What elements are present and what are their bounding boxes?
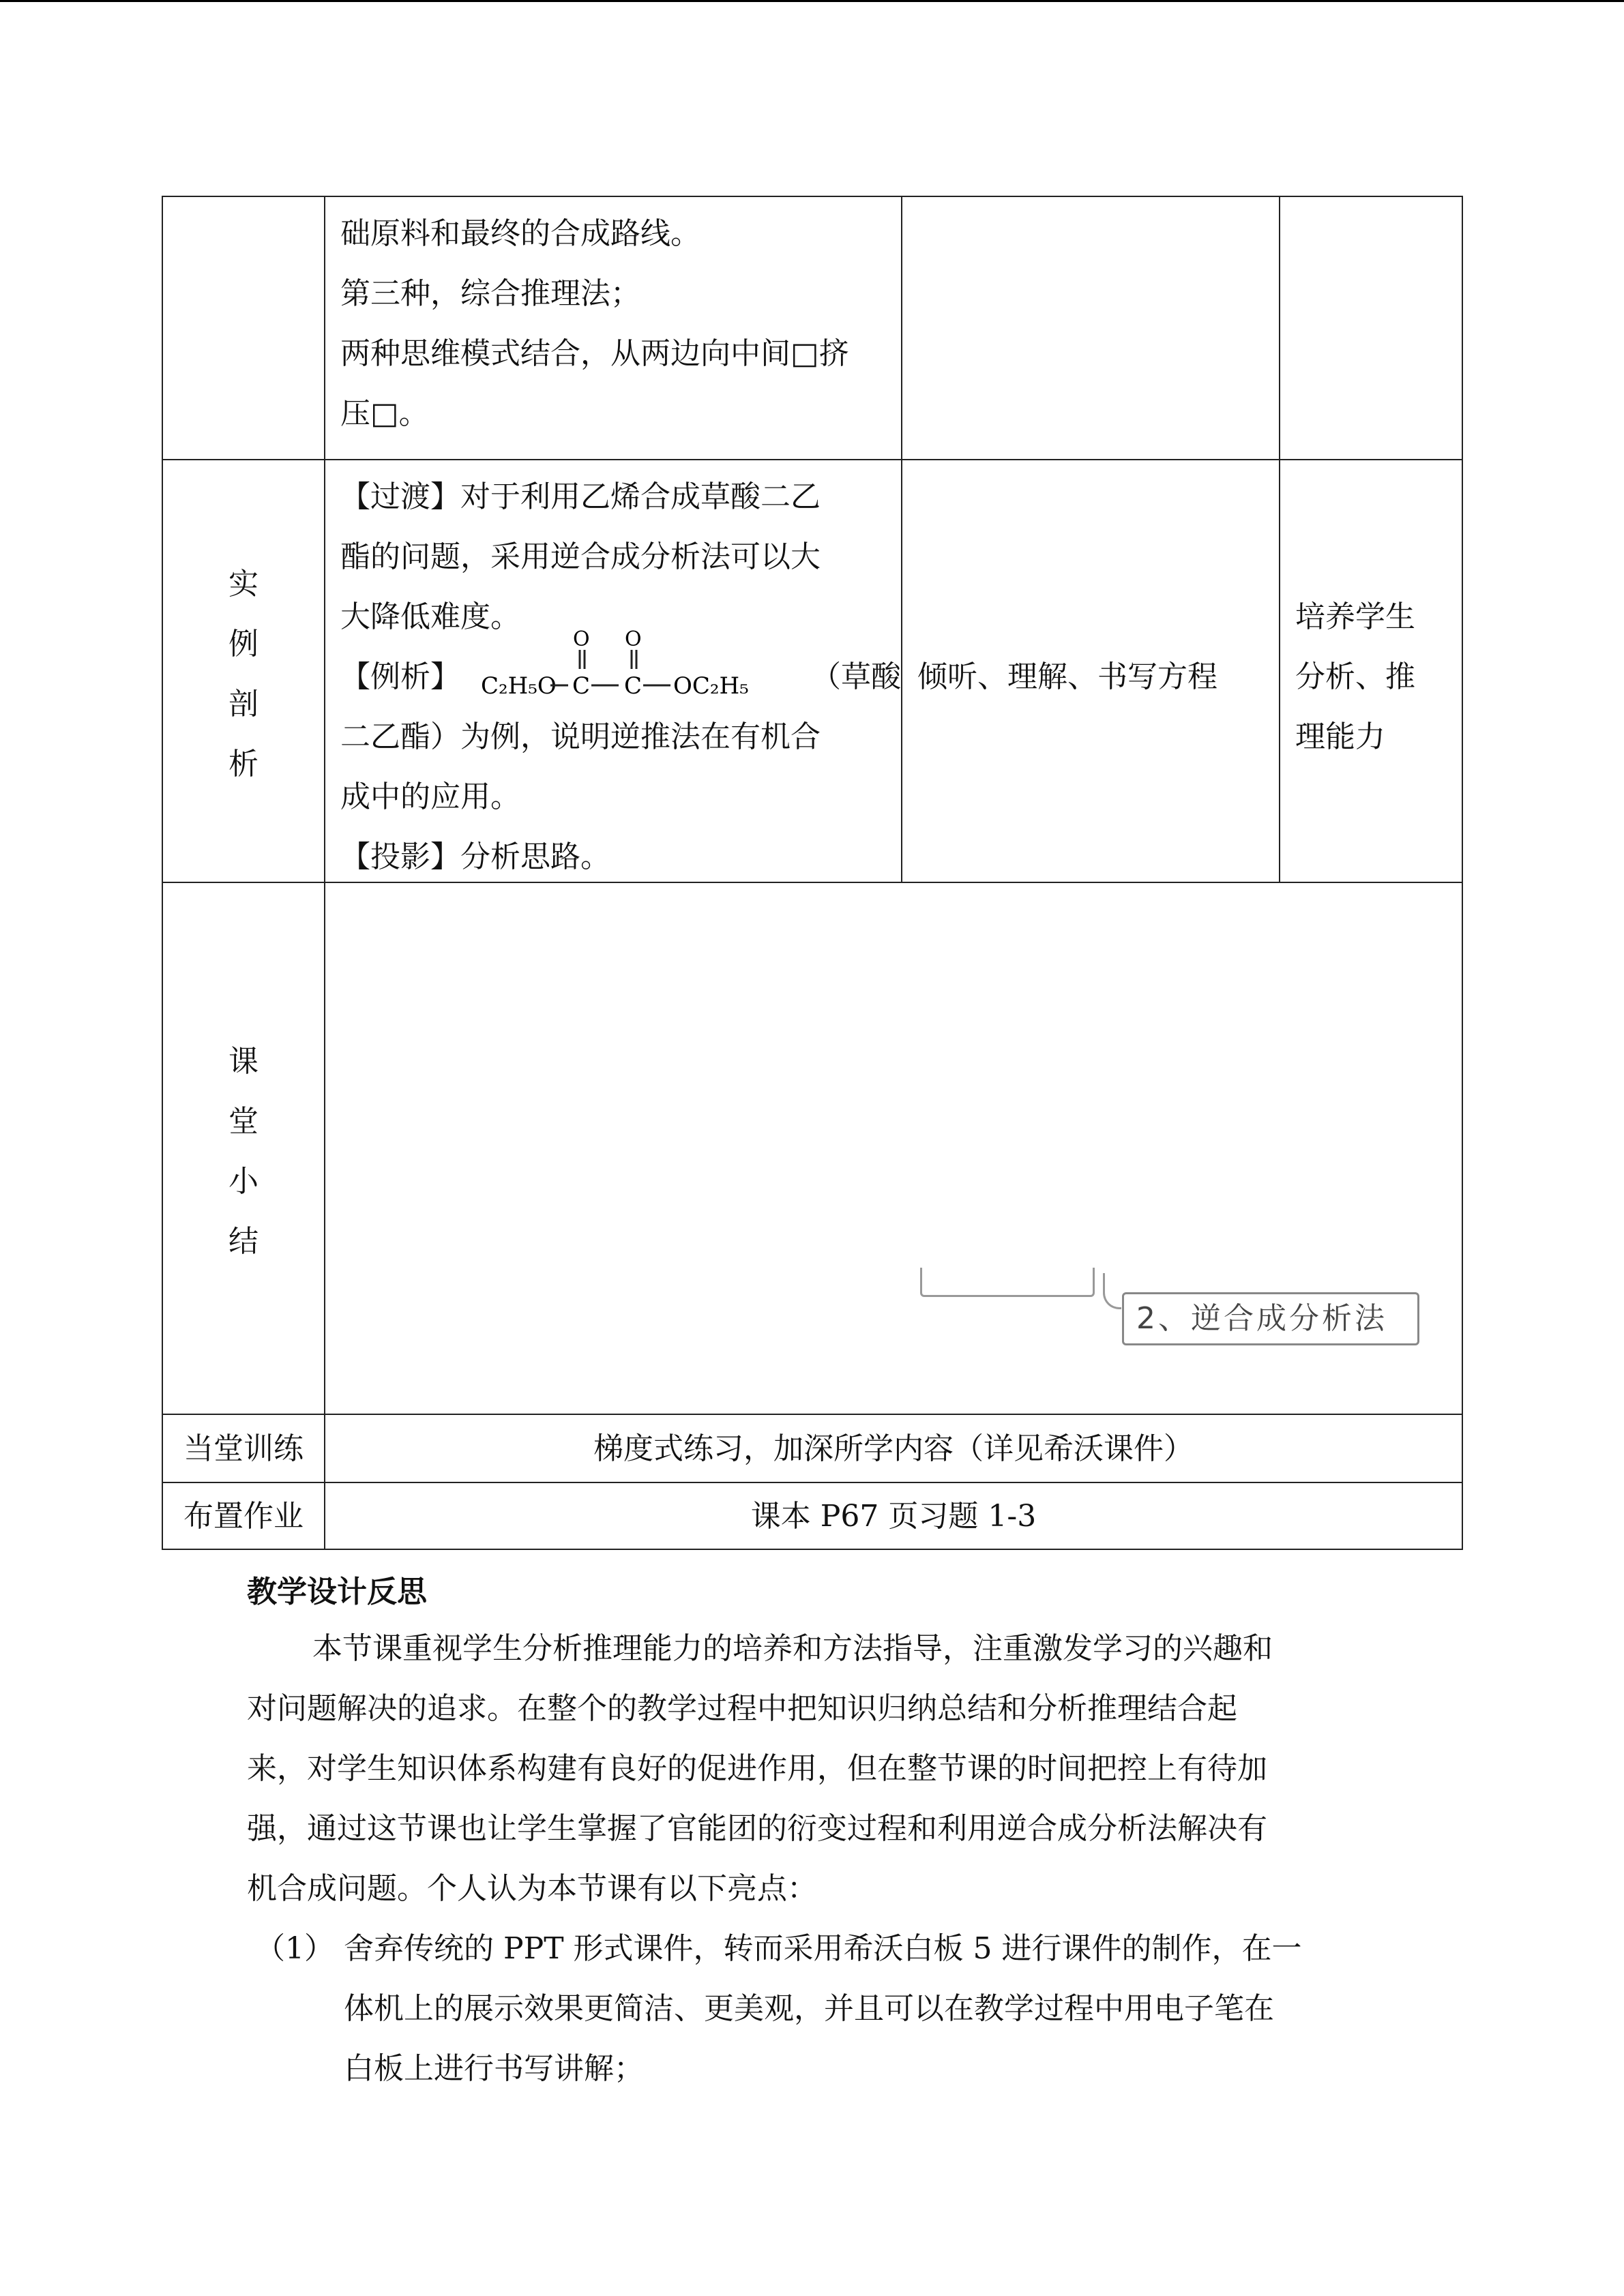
formula-carbon: C	[572, 672, 591, 700]
intent-line: 培养学生	[1295, 599, 1415, 634]
row1-line: 础原料和最终的合成路线。	[340, 216, 700, 251]
formula-left-group: C₂H₅O	[481, 672, 557, 700]
row2-activity-cell	[902, 460, 1280, 883]
row2-label-cell	[163, 460, 325, 883]
reflection-title: 教学设计反思	[247, 1575, 427, 1609]
row3-label-char: 结	[228, 1224, 259, 1259]
student-activity: 倾听、理解、书写方程	[917, 659, 1217, 694]
reflection-paragraph-line: 强，通过这节课也让学生掌握了官能团的衍变过程和利用逆合成分析法解决有	[247, 1811, 1267, 1846]
row1-activity-cell	[902, 197, 1280, 460]
reflection-paragraph-line: 机合成问题。个人认为本节课有以下亮点：	[247, 1871, 817, 1906]
row3-label-char: 小	[228, 1164, 259, 1199]
summary-flow-box	[1122, 1292, 1419, 1345]
row4-label: 当堂训练	[183, 1431, 304, 1466]
row3-label-cell	[163, 883, 325, 1415]
reflection-item-line: 体机上的展示效果更简洁、更美观，并且可以在教学过程中用电子笔在	[344, 1991, 1274, 2026]
reflection-paragraph-line: 本节课重视学生分析推理能力的培养和方法指导，注重激发学习的兴趣和	[312, 1631, 1273, 1666]
reflection-paragraph-line: 对问题解决的追求。在整个的教学过程中把知识归纳总结和分析推理结合起	[247, 1691, 1237, 1726]
reflection-item-line: 白板上进行书写讲解；	[344, 2051, 644, 2086]
row2-line: 大降低难度。	[340, 599, 520, 634]
row1-content-cell	[325, 197, 902, 460]
row4-content-cell	[325, 1415, 1463, 1483]
row2-label-char: 析	[228, 747, 259, 781]
example-suffix: （草酸	[811, 659, 901, 694]
row1-intent-cell	[1280, 197, 1463, 460]
row2-label-char: 剖	[228, 687, 259, 721]
row1-line: 第三种，综合推理法；	[340, 276, 640, 311]
summary-diagram-bracket	[1103, 1273, 1121, 1309]
row2-label-char: 例	[228, 627, 259, 661]
row1-line: 两种思维模式结合，从两边向中间□挤	[340, 336, 849, 371]
row2-line: 【过渡】对于利用乙烯合成草酸二乙	[340, 479, 821, 514]
example-prefix: 【例析】	[340, 659, 460, 694]
row1-label-cell	[163, 197, 325, 460]
row2-content-cell	[325, 460, 902, 883]
formula-carbon: C	[624, 672, 643, 700]
lesson-table	[162, 196, 1463, 1550]
ethyl-oxalate-formula	[481, 625, 788, 707]
row5-content: 课本 P67 页习题 1-3	[750, 1499, 1037, 1534]
row1-line: 压□。	[340, 396, 429, 431]
row3-label-char: 课	[228, 1044, 259, 1079]
page-top-border	[0, 0, 1624, 2]
summary-flow-text: 2、逆合成分析法	[1136, 1301, 1387, 1336]
row5-content-cell	[325, 1483, 1463, 1550]
example-line	[340, 627, 901, 707]
reflection-item-number: （1）	[255, 1931, 334, 1966]
row2-line: 酯的问题，采用逆合成分析法可以大	[340, 539, 821, 574]
row4-label-cell	[163, 1415, 325, 1483]
row2-line: 【投影】分析思路。	[340, 839, 610, 874]
intent-line: 理能力	[1295, 719, 1385, 754]
row2-line: 二乙酯）为例，说明逆推法在有机合	[340, 719, 821, 754]
row2-line: 成中的应用。	[340, 779, 520, 814]
row2-intent-cell	[1280, 460, 1463, 883]
row4-content: 梯度式练习，加深所学内容（详见希沃课件）	[593, 1431, 1194, 1466]
row3-summary-cell	[325, 883, 1463, 1415]
formula-oxygen: O	[573, 627, 590, 651]
formula-oxygen: O	[625, 627, 642, 651]
reflection-paragraph-line: 来，对学生知识体系构建有良好的促进作用，但在整节课的时间把控上有待加	[247, 1751, 1267, 1786]
intent-line: 分析、推	[1295, 659, 1415, 694]
summary-diagram-box-partial	[920, 1268, 1095, 1297]
reflection-item-line: 舍弃传统的 PPT 形式课件，转而采用希沃白板 5 进行课件的制作，在一	[344, 1931, 1302, 1966]
row5-label-cell	[163, 1483, 325, 1550]
row5-label: 布置作业	[183, 1499, 304, 1534]
row2-label-char: 实	[228, 567, 259, 601]
row3-label-char: 堂	[228, 1104, 259, 1139]
formula-right-group: OC₂H₅	[673, 672, 749, 700]
